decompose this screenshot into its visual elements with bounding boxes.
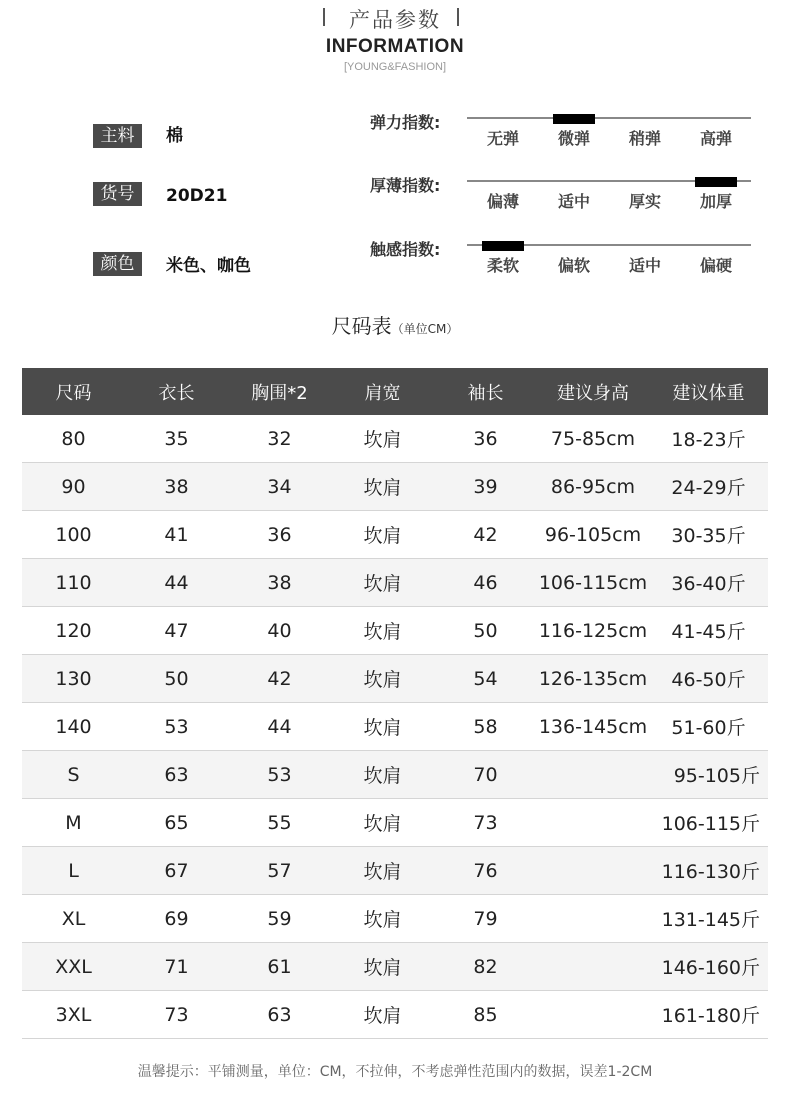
table-cell: 95-105斤	[649, 751, 768, 799]
table-cell: M	[22, 799, 125, 847]
index-selected-marker	[695, 177, 737, 187]
index-option: 偏软	[557, 256, 590, 275]
table-row	[22, 607, 768, 655]
table-cell: 坎肩	[331, 799, 434, 847]
table-cell: 24-29斤	[649, 463, 768, 511]
table-cell: 坎肩	[331, 655, 434, 703]
table-cell: 32	[228, 415, 331, 463]
table-cell: 39	[434, 463, 537, 511]
info-value-color: 米色、咖色	[166, 256, 251, 276]
table-cell: S	[22, 751, 125, 799]
table-cell: 57	[228, 847, 331, 895]
table-row	[22, 703, 768, 751]
table-cell: 54	[434, 655, 537, 703]
table-cell	[537, 943, 649, 991]
column-header: 胸围*2	[228, 368, 331, 415]
table-cell: 46-50斤	[649, 655, 768, 703]
table-header-row	[22, 368, 768, 415]
table-cell: 36	[434, 415, 537, 463]
table-cell: 100	[22, 511, 125, 559]
index-option: 偏薄	[486, 192, 519, 211]
table-row	[22, 991, 768, 1039]
table-cell: 67	[125, 847, 228, 895]
column-header: 袖长	[434, 368, 537, 415]
table-cell	[537, 799, 649, 847]
table-cell: 50	[434, 607, 537, 655]
table-row	[22, 511, 768, 559]
index-option: 偏硬	[699, 256, 732, 275]
table-cell: 18-23斤	[649, 415, 768, 463]
table-cell: 63	[125, 751, 228, 799]
table-row	[22, 847, 768, 895]
table-cell: 61	[228, 943, 331, 991]
table-cell: 70	[434, 751, 537, 799]
table-cell: 96-105cm	[537, 511, 649, 559]
index-option: 加厚	[699, 192, 732, 211]
size-chart-title	[0, 310, 790, 339]
table-row	[22, 415, 768, 463]
index-option: 微弹	[557, 129, 590, 148]
column-header: 建议体重	[649, 368, 768, 415]
table-cell: 65	[125, 799, 228, 847]
table-cell: 坎肩	[331, 559, 434, 607]
table-cell: 110	[22, 559, 125, 607]
table-cell: 坎肩	[331, 895, 434, 943]
footnote: 温馨提示：平铺测量，单位：CM，不拉伸，不考虑弹性范围内的数据，误差1-2CM	[137, 1064, 653, 1080]
table-cell: 38	[228, 559, 331, 607]
table-cell: 120	[22, 607, 125, 655]
header-bar-right	[457, 8, 459, 26]
table-cell: 36-40斤	[649, 559, 768, 607]
table-row	[22, 751, 768, 799]
info-label-material: 主料	[93, 124, 142, 148]
index-option: 无弹	[486, 129, 519, 148]
table-cell: 坎肩	[331, 751, 434, 799]
column-header: 肩宽	[331, 368, 434, 415]
table-cell: 63	[228, 991, 331, 1039]
table-cell: L	[22, 847, 125, 895]
table-row	[22, 655, 768, 703]
size-table	[22, 368, 768, 1039]
table-cell: 59	[228, 895, 331, 943]
table-cell	[537, 895, 649, 943]
size-chart-unit: （单位CM）	[391, 322, 459, 336]
table-cell: 53	[125, 703, 228, 751]
table-cell: 86-95cm	[537, 463, 649, 511]
table-cell: 44	[125, 559, 228, 607]
index-scale-line	[467, 117, 751, 119]
table-cell: 坎肩	[331, 463, 434, 511]
index-label: 弹力指数:	[370, 113, 441, 132]
table-cell: 38	[125, 463, 228, 511]
table-cell	[537, 847, 649, 895]
table-cell: 161-180斤	[649, 991, 768, 1039]
table-cell: 30-35斤	[649, 511, 768, 559]
table-cell: 坎肩	[331, 607, 434, 655]
table-cell: 106-115cm	[537, 559, 649, 607]
table-cell: 42	[228, 655, 331, 703]
table-cell: 36	[228, 511, 331, 559]
table-cell: 71	[125, 943, 228, 991]
index-option: 稍弹	[628, 129, 661, 148]
table-cell: 73	[434, 799, 537, 847]
table-cell: 35	[125, 415, 228, 463]
table-cell: 75-85cm	[537, 415, 649, 463]
table-cell: 130	[22, 655, 125, 703]
table-cell: 131-145斤	[649, 895, 768, 943]
table-cell: 76	[434, 847, 537, 895]
index-label: 厚薄指数:	[370, 176, 441, 195]
table-cell: 51-60斤	[649, 703, 768, 751]
table-row	[22, 895, 768, 943]
section-title-cn: 产品参数	[349, 8, 441, 32]
section-title-en: INFORMATION	[325, 36, 465, 57]
table-cell: 3XL	[22, 991, 125, 1039]
table-cell: 69	[125, 895, 228, 943]
table-cell: 坎肩	[331, 847, 434, 895]
table-cell: 47	[125, 607, 228, 655]
table-cell: 41-45斤	[649, 607, 768, 655]
table-cell	[537, 751, 649, 799]
index-selected-marker	[553, 114, 595, 124]
index-option: 厚实	[628, 192, 661, 211]
info-value-material: 棉	[166, 126, 183, 146]
size-chart-title-text: 尺码表	[331, 314, 392, 338]
table-cell: XXL	[22, 943, 125, 991]
table-cell: 50	[125, 655, 228, 703]
section-subtitle: [YOUNG&FASHION]	[343, 61, 447, 73]
column-header: 尺码	[22, 368, 125, 415]
index-option: 适中	[628, 256, 661, 275]
table-cell: 坎肩	[331, 703, 434, 751]
index-option: 适中	[557, 192, 590, 211]
table-cell: 58	[434, 703, 537, 751]
table-cell: 116-125cm	[537, 607, 649, 655]
column-header: 衣长	[125, 368, 228, 415]
table-cell: XL	[22, 895, 125, 943]
table-cell: 79	[434, 895, 537, 943]
table-cell: 136-145cm	[537, 703, 649, 751]
table-cell: 42	[434, 511, 537, 559]
index-selected-marker	[482, 241, 524, 251]
table-cell: 90	[22, 463, 125, 511]
index-label: 触感指数:	[370, 240, 441, 259]
table-cell: 140	[22, 703, 125, 751]
table-cell: 73	[125, 991, 228, 1039]
table-cell: 坎肩	[331, 991, 434, 1039]
table-row	[22, 799, 768, 847]
info-value-item-no: 20D21	[166, 186, 228, 206]
column-header: 建议身高	[537, 368, 649, 415]
table-cell: 106-115斤	[649, 799, 768, 847]
table-cell: 41	[125, 511, 228, 559]
table-cell: 53	[228, 751, 331, 799]
info-label-color: 颜色	[93, 252, 142, 276]
table-cell: 85	[434, 991, 537, 1039]
table-cell	[537, 991, 649, 1039]
index-option: 柔软	[486, 256, 519, 275]
table-cell: 34	[228, 463, 331, 511]
table-cell: 坎肩	[331, 415, 434, 463]
table-cell: 46	[434, 559, 537, 607]
table-cell: 40	[228, 607, 331, 655]
table-row	[22, 943, 768, 991]
table-cell: 坎肩	[331, 943, 434, 991]
info-label-item-no: 货号	[93, 182, 142, 206]
table-cell: 80	[22, 415, 125, 463]
table-cell: 坎肩	[331, 511, 434, 559]
index-option: 高弹	[699, 129, 732, 148]
table-cell: 116-130斤	[649, 847, 768, 895]
table-cell: 126-135cm	[537, 655, 649, 703]
table-cell: 82	[434, 943, 537, 991]
table-row	[22, 559, 768, 607]
table-cell: 55	[228, 799, 331, 847]
table-cell: 44	[228, 703, 331, 751]
table-row	[22, 463, 768, 511]
table-cell: 146-160斤	[649, 943, 768, 991]
